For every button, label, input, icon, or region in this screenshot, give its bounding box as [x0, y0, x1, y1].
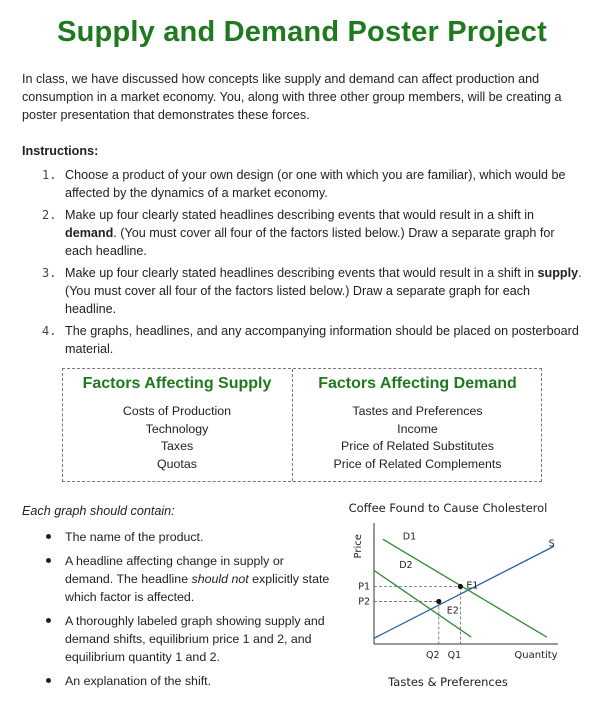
- instruction-step: [22, 166, 582, 202]
- demand-factor-item: Income: [397, 421, 438, 436]
- chart-caption: Tastes & Preferences: [388, 675, 508, 689]
- equilibrium-point: [458, 584, 463, 589]
- requirement-item: [22, 672, 332, 690]
- supply-factors-title: Factors Affecting Supply: [82, 375, 272, 392]
- graph-requirements-list: [22, 528, 332, 696]
- step-number: 2.: [42, 208, 57, 222]
- graph-requirements-heading: Each graph should contain:: [22, 504, 175, 518]
- page-title: Supply and Demand Poster Project: [57, 16, 547, 48]
- requirement-item: [22, 528, 332, 546]
- price-tick-label: P1: [358, 581, 370, 593]
- factors-box: [62, 368, 542, 482]
- step-number: 3.: [42, 266, 57, 280]
- emphasis-text: supply: [537, 266, 579, 280]
- chart-svg: [338, 494, 568, 699]
- demand-factors-column: [292, 369, 542, 481]
- price-tick-label: P2: [358, 596, 370, 608]
- text-segment: The graphs, headlines, and any accompanying information should be placed on posterboard material.: [65, 324, 579, 356]
- x-axis-label: Quantity: [514, 650, 558, 661]
- series-line-d2: [374, 570, 471, 637]
- series-label: D1: [402, 531, 417, 543]
- supply-factor-item: Taxes: [160, 439, 194, 453]
- text-segment: An explanation of the shift.: [65, 674, 212, 688]
- intro-paragraph: In class, we have discussed how concepts like supply and demand can affect production and consumption in a market economy. You, along with three other group members, will be creating a poster presentation that demonstrates these forces.: [22, 72, 562, 122]
- demand-factor-item: Price of Related Substitutes: [341, 439, 494, 453]
- text-segment: Make up four clearly stated headlines describing events that would result in a shift in: [65, 208, 535, 222]
- instruction-step: [22, 264, 582, 318]
- requirement-item: [22, 612, 332, 666]
- supply-factor-item: Quotas: [157, 456, 197, 471]
- text-segment: A headline affecting change in supply or demand. The headline: [65, 554, 284, 586]
- equilibrium-label: E1: [466, 580, 479, 592]
- instruction-step: [22, 322, 582, 358]
- equilibrium-label: E2: [446, 605, 459, 617]
- text-segment: The name of the product.: [65, 530, 204, 544]
- supply-factors-list: [63, 403, 291, 473]
- series-label: D2: [399, 560, 413, 572]
- supply-factors-column: [63, 369, 291, 481]
- demand-factor-item: Price of Related Complements: [333, 456, 502, 471]
- supply-demand-chart: [338, 494, 568, 699]
- emphasis-text: demand: [65, 226, 114, 240]
- y-axis-label: Price: [353, 534, 364, 559]
- instruction-step: [22, 206, 582, 260]
- series-line-d1: [383, 539, 547, 637]
- step-number: 4.: [42, 324, 57, 338]
- step-number: 1.: [42, 168, 57, 182]
- text-segment: Make up four clearly stated headlines describing events that would result in a shift in: [65, 266, 538, 280]
- instructions-heading: Instructions:: [22, 144, 99, 158]
- equilibrium-point: [436, 599, 441, 604]
- quantity-tick-label: Q2: [426, 650, 440, 661]
- text-segment: explicitly state which factor is affected.: [65, 572, 330, 604]
- quantity-tick-label: Q1: [447, 650, 462, 661]
- italic-text: should not: [191, 572, 249, 586]
- supply-factor-item: Technology: [145, 421, 209, 436]
- text-segment: A thoroughly labeled graph showing supply and demand shifts, equilibrium price 1 and 2, and equilibrium quantity 1 and 2.: [65, 614, 325, 664]
- text-segment: Choose a product of your own design (or one with which you are familiar), which would be affected by the dynamics of a market economy.: [65, 168, 566, 200]
- text-segment: . (You must cover all four of the factors listed below.) Draw a separate graph for each headline.: [65, 226, 555, 258]
- text-segment: . (You must cover all four of the factors listed below.) Draw a separate graph for each headline.: [65, 266, 582, 316]
- chart-title: Coffee Found to Cause Cholesterol: [348, 501, 548, 515]
- demand-factors-title: Factors Affecting Demand: [318, 375, 517, 392]
- instructions-list: [22, 166, 582, 362]
- demand-factor-item: Tastes and Preferences: [352, 404, 483, 418]
- demand-factors-list: [293, 403, 542, 473]
- requirement-item: [22, 552, 332, 606]
- supply-factor-item: Costs of Production: [122, 404, 232, 418]
- series-label: S: [548, 538, 555, 550]
